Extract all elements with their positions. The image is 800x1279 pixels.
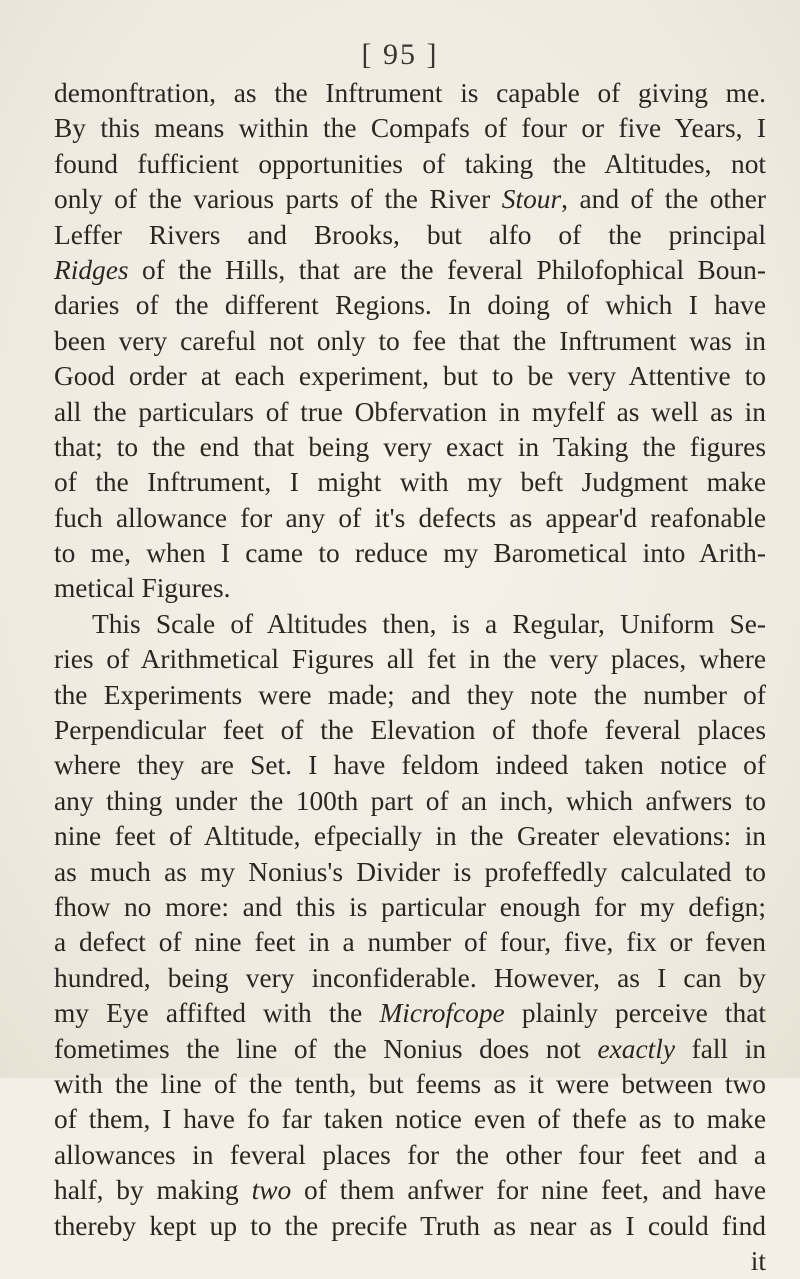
text-line: thereby kept up to the precife Truth as near as I could find — [54, 1210, 766, 1241]
text-line: metical Figures. — [54, 573, 231, 604]
text-line: to me, when I came to reduce my Barometical into Arith- — [54, 538, 766, 569]
text-line: been very careful not only to fee that the Inftrument was in — [54, 325, 766, 356]
text-line: only of the various parts of the River Stour, and of the other — [54, 184, 766, 215]
text-line: ries of Arithmetical Figures all fet in the very places, where — [54, 644, 766, 675]
text-line: hundred, being very inconfiderable. However, as I can by — [54, 962, 766, 993]
text-line: as much as my Nonius's Divider is profeffedly calculated to — [54, 856, 766, 887]
text-line: all the particulars of true Obfervation in myfelf as well as in — [54, 396, 766, 427]
text-line: the Experiments were made; and they note the number of — [54, 679, 766, 710]
text-line: nine feet of Altitude, efpecially in the Greater elevations: in — [54, 821, 766, 852]
text-line: that; to the end that being very exact in Taking the figures — [54, 431, 766, 462]
text-line: daries of the different Regions. In doing of which I have — [54, 290, 766, 321]
text-line: my Eye affifted with the Microfcope plainly perceive that — [54, 998, 766, 1029]
text-line: fuch allowance for any of it's defects as appear'd reafonable — [54, 502, 766, 533]
text-line: of them, I have fo far taken notice even of thefe as to make — [54, 1104, 766, 1135]
text-line: fometimes the line of the Nonius does not exactly fall in — [54, 1033, 767, 1064]
text-line: demonftration, as the Inftrument is capable of giving me. — [54, 78, 766, 108]
text-line: This Scale of Altitudes then, is a Regular, Uniform Se- — [92, 608, 766, 639]
text-line: fhow no more: and this is particular enough for my defign; — [54, 891, 766, 922]
text-line: with the line of the tenth, but feems as it were between two — [54, 1068, 766, 1099]
text-line: Ridges of the Hills, that are the feveral Philofophical Boun- — [54, 254, 766, 285]
text-line: By this means within the Compafs of four or five Years, I — [54, 113, 766, 144]
text-line: Good order at each experiment, but to be very Attentive to — [54, 361, 766, 392]
text-line: Leffer Rivers and Brooks, but alfo of the principal — [54, 219, 766, 250]
text-line: where they are Set. I have feldom indeed taken notice of — [54, 750, 766, 781]
body-text — [54, 76, 766, 1279]
page-number: [ 95 ] — [361, 38, 439, 71]
text-line: half, by making two of them anfwer for nine feet, and have — [54, 1175, 766, 1206]
text-line: a defect of nine feet in a number of four, five, fix or feven — [54, 927, 766, 958]
text-line: any thing under the 100th part of an inch, which anfwers to — [54, 785, 766, 816]
text-line: Perpendicular feet of the Elevation of thofe feveral places — [54, 715, 766, 746]
catchword: it — [750, 1245, 766, 1276]
text-line: found fufficient opportunities of taking the Altitudes, not — [54, 148, 766, 179]
text-line: of the Inftrument, I might with my beft Judgment make — [54, 467, 766, 498]
text-line: allowances in feveral places for the other four feet and a — [54, 1139, 766, 1170]
